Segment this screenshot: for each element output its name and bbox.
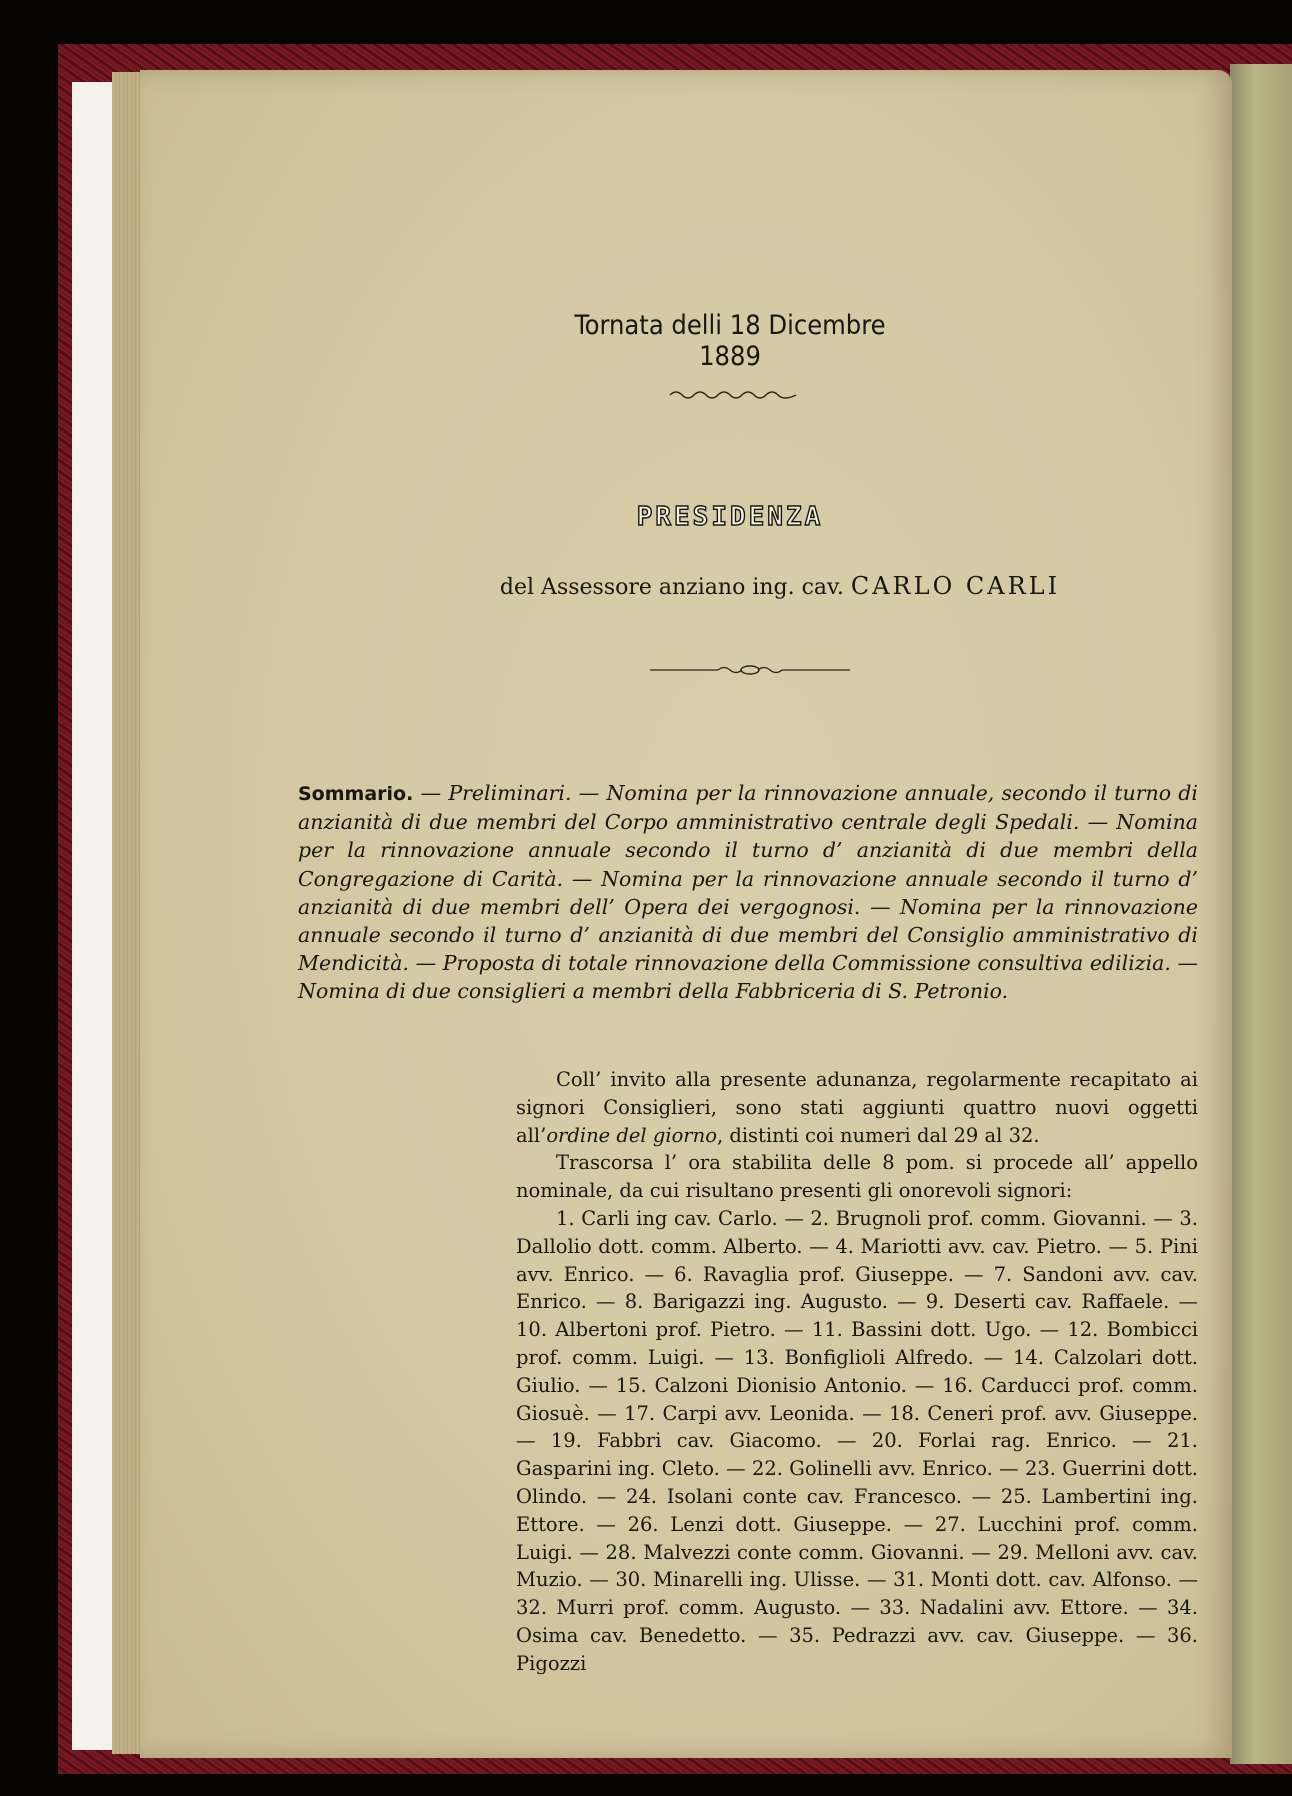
summary-text: — Preliminari. — Nomina per la rinnovazione annuale, secondo il turno di anzianità di due membri del Corpo amministrativo centrale degli Spedali. — Nomina per la rinnovazione annuale secondo il turno d’ anzianità di due membri della Congregazione di Carità. — Nomina per la rinnovazione annuale secondo il turno d’ anzianità di due membri dell’ Opera dei vergognosi. — Nomina per la rinnovazione annuale secondo il turno d’ anzianità di due membri del Consiglio amministrativo di Mendicità. — Proposta di totale rinnovazione della Commissione consultiva edilizia. — Nomina di due consiglieri a membri della Fabbriceria di S. Petronio. bbox=[298, 781, 1198, 1004]
ornamental-divider-icon bbox=[648, 662, 852, 678]
assessore-name: CARLO CARLI bbox=[850, 572, 1061, 600]
document-page bbox=[140, 70, 1232, 1758]
presidenza-heading: PRESIDENZA bbox=[636, 502, 824, 532]
assessore-prefix: del Assessore anziano ing. cav. bbox=[499, 575, 844, 600]
body-paragraph-presenti bbox=[516, 1205, 1198, 1678]
wavy-divider-icon bbox=[668, 388, 798, 402]
session-summary bbox=[298, 779, 1198, 1006]
invito-text-start: Coll’ invito alla presente adunanza, regolarmente recapitato ai signori Consiglieri, sono stati aggiunti quattro nuovi oggetti all’ bbox=[516, 1068, 1198, 1147]
page-content bbox=[140, 70, 1232, 1758]
ordine-del-giorno-text: ordine del giorno bbox=[546, 1123, 717, 1147]
body-paragraph-invito bbox=[516, 1066, 1198, 1149]
assessore-line bbox=[400, 572, 1160, 600]
summary-lead: Sommario. bbox=[298, 783, 414, 805]
invito-text-end: , distinti coi numeri dal 29 al 32. bbox=[716, 1123, 1040, 1147]
appello-text: Trascorsa l’ ora stabilita delle 8 pom. si procede all’ appello nominale, da cui risultano presenti gli onorevoli signori: bbox=[516, 1151, 1198, 1202]
session-title: Tornata delli 18 Dicembre 1889 bbox=[574, 310, 886, 372]
body-paragraph-appello bbox=[516, 1149, 1198, 1205]
next-page-edge bbox=[1230, 64, 1292, 1764]
presenti-list: 1. Carli ing cav. Carlo. — 2. Brugnoli prof. comm. Giovanni. — 3. Dallolio dott. comm. Alberto. — 4. Mariotti avv. cav. Pietro. — 5. Pini avv. Enrico. — 6. Ravaglia prof. Giuseppe. — 7. Sandoni avv. cav. Enrico. — 8. Barigazzi ing. Augusto. — 9. Deserti cav. Raffaele. — 10. Albertoni prof. Pietro. — 11. Bassini dott. Ugo. — 12. Bombicci prof. comm. Luigi. — 13. Bonfiglioli Alfredo. — 14. Calzolari dott. Giulio. — 15. Calzoni Dionisio Antonio. — 16. Carducci prof. comm. Giosuè. — 17. Carpi avv. Leonida. — 18. Ceneri prof. avv. Giuseppe. — 19. Fabbri cav. Giacomo. — 20. Forlai rag. Enrico. — 21. Gasparini ing. Cleto. — 22. Golinelli avv. Enrico. — 23. Guerrini dott. Olindo. — 24. Isolani conte cav. Francesco. — 25. Lambertini ing. Ettore. — 26. Lenzi dott. Giuseppe. — 27. Lucchini prof. comm. Luigi. — 28. Malvezzi conte comm. Giovanni. — 29. Melloni avv. cav. Muzio. — 30. Minarelli ing. Ulisse. — 31. Monti dott. cav. Alfonso. — 32. Murri prof. comm. Augusto. — 33. Nadalini avv. Ettore. — 34. Osima cav. Benedetto. — 35. Pedrazzi avv. cav. Giuseppe. — 36. Pigozzi bbox=[516, 1207, 1198, 1675]
